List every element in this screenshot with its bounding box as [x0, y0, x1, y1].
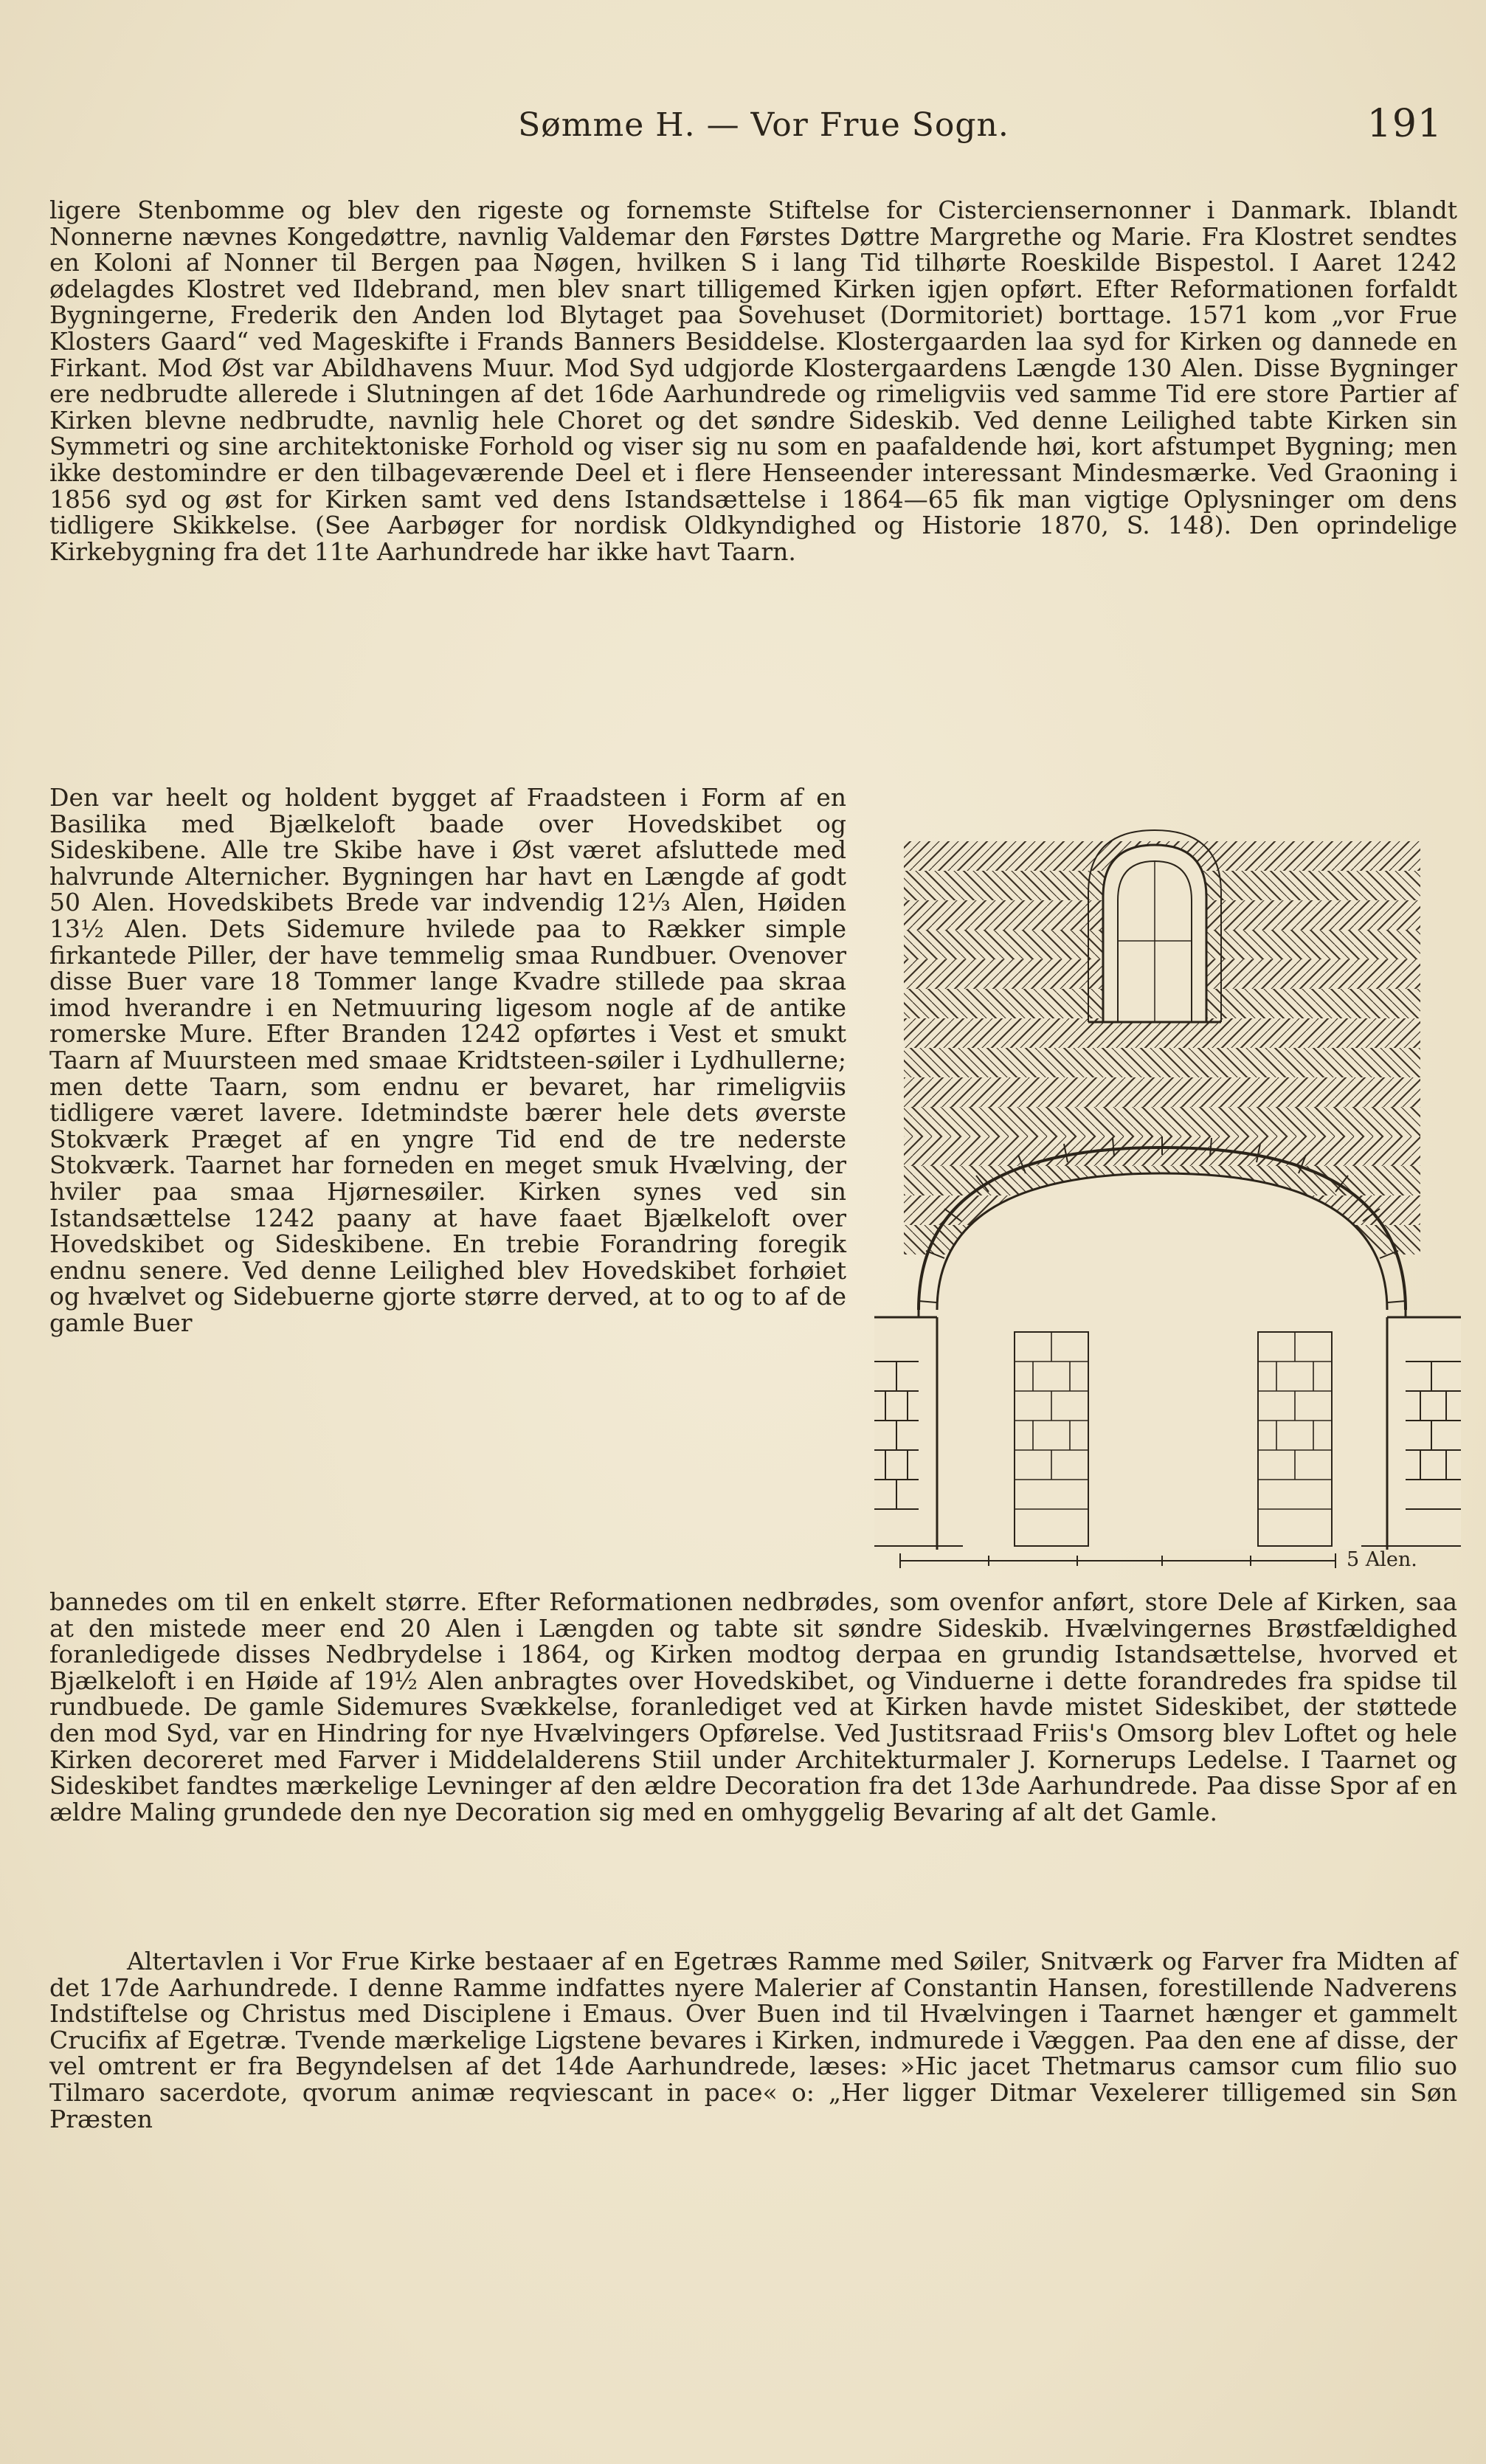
scale-bar: [896, 1542, 1472, 1579]
paragraph-2: Den var heelt og holdent bygget af Fraadsteen i Form af en Basilika med Bjælkeloft baade over Hovedskibet og Sideskibene. Alle tre Skibe have i Øst været afsluttede med halvrunde Alternicher. Bygningen har havt en Længde af godt 50 Alen. Hovedskibets Brede var indvendig 12⅓ Alen, Høiden 13½ Alen. Dets Sidemure hvilede paa to Rækker simple firkantede Piller, der have temmelig smaa Rundbuer. Ovenover disse Buer vare 18 Tommer lange Kvadre stillede paa skraa imod hverandre i en Netmuuring ligesom nogle af de antike romerske Mure. Efter Branden 1242 opførtes i Vest et smukt Taarn af Muursteen med smaae Kridtsteen-søiler i Lydhullerne; men dette Taarn, som endnu er bevaret, har rimeligviis tidligere været lavere. Idetmindste bærer hele dets øverste Stokværk Præget af en yngre Tid end de tre nederste Stokværk. Taarnet har forneden en meget smuk Hvælving, der hviler paa smaa Hjørnesøiler. Kirken synes ved sin Istandsættelse 1242 paany at have faaet Bjælkeloft over Hovedskibet og Sideskibene. En trebie Forandring foregik endnu senere. Ved denne Leilighed blev Hovedskibet forhøiet og hvælvet og Sidebuerne gjorte større derved, at to og to af de gamle Buer: [49, 783, 846, 1337]
masonry-figure: [874, 801, 1461, 1550]
paragraph-1: ligere Stenbomme og blev den rigeste og fornemste Stiftelse for Cisterciensernonner i Danmark. Iblandt Nonnerne nævnes Kongedøttre, navnlig Valdemar den Førstes Døttre Margrethe og Marie. Fra Klostret sendtes en Koloni af Nonner til Bergen paa Nøgen, hvilken S i lang Tid tilhørte Roeskilde Bispestol. I Aaret 1242 ødelagdes Klostret ved Ildebrand, men blev snart tilligemed Kirken igjen opført. Efter Reformationen forfaldt Bygningerne, Frederik den Anden lod Blytaget paa Sovehuset (Dormitoriet) borttage. 1571 kom „vor Frue Klosters Gaard“ ved Mageskifte i Frands Banners Besiddelse. Klostergaarden laa syd for Kirken og dannede en Firkant. Mod Øst var Abildhavens Muur. Mod Syd udgjorde Klostergaardens Længde 130 Alen. Disse Bygninger ere nedbrudte allerede i Slutningen af det 16de Aarhundrede og rimeligviis ved samme Tid ere store Partier af Kirken blevne nedbrudte, navnlig hele Choret og det søndre Sideskib. Ved denne Leilighed tabte Kirken sin Symmetri og sine architektoniske Forhold og viser sig nu som en paafaldende høi, kort afstumpet Bygning; men ikke destomindre er den tilbageværende Deel et i flere Henseender interessant Mindesmærke. Ved Graoning i 1856 syd og øst for Kirken samt ved dens Istandsættelse i 1864—65 fik man vigtige Oplysninger om dens tidligere Skikkelse. (See Aarbøger for nordisk Oldkyndighed og Historie 1870, S. 148). Den oprindelige Kirkebygning fra det 11te Aarhundrede har ikke havt Taarn.: [49, 196, 1457, 566]
page-number: 191: [1366, 102, 1442, 146]
running-head: [44, 96, 1486, 155]
masonry-elevation-drawing: [874, 801, 1461, 1550]
scale-label: 5 Alen.: [1347, 1548, 1417, 1571]
running-title: Sømme H. — Vor Frue Sogn.: [518, 106, 1009, 144]
paragraph-3: bannedes om til en enkelt større. Efter Reformationen nedbrødes, som ovenfor anført, store Dele af Kirken, saa at den mistede meer end 20 Alen i Længden og tabte sit søndre Sideskib. Hvælvingernes Brøstfældighed foranledigede disses Nedbrydelse i 1864, og Kirken modtog derpaa en grundig Istandsættelse, hvorved et Bjælkeloft i en Høide af 19½ Alen anbragtes over Hovedskibet, og Vinduerne i dette forandredes fra spidse til rundbuede. De gamle Sidemures Svækkelse, foranlediget ved at Kirken havde mistet Sideskibet, der støttede den mod Syd, var en Hindring for nye Hvælvingers Opførelse. Ved Justitsraad Friis's Omsorg blev Loftet og hele Kirken decoreret med Farver i Middelalderens Stiil under Architekturmaler J. Kornerups Ledelse. I Taarnet og Sideskibet fandtes mærkelige Levninger af den ældre Decoration fra det 13de Aarhundrede. Paa disse Spor af en ældre Maling grundede den nye Decoration sig med en omhyggelig Bevaring af alt det Gamle.: [49, 1587, 1457, 1826]
paragraph-4: Altertavlen i Vor Frue Kirke bestaaer af en Egetræs Ramme med Søiler, Snitværk og Farver fra Midten af det 17de Aarhundrede. I denne Ramme indfattes nyere Malerier af Constantin Hansen, forestillende Nadverens Indstiftelse og Christus med Disciplene i Emaus. Over Buen ind til Hvælvingen i Taarnet hænger et gammelt Crucifix af Egetræ. Tvende mærkelige Ligstene bevares i Kirken, indmurede i Væggen. Paa den ene af disse, der vel omtrent er fra Begyndelsen af det 14de Aarhundrede, læses: »Hic jacet Thetmarus camsor cum filio suo Tilmaro sacerdote, qvorum animæ reqviescant in pace« o: „Her ligger Ditmar Vexelerer tilligemed sin Søn Præsten: [49, 1947, 1457, 2133]
